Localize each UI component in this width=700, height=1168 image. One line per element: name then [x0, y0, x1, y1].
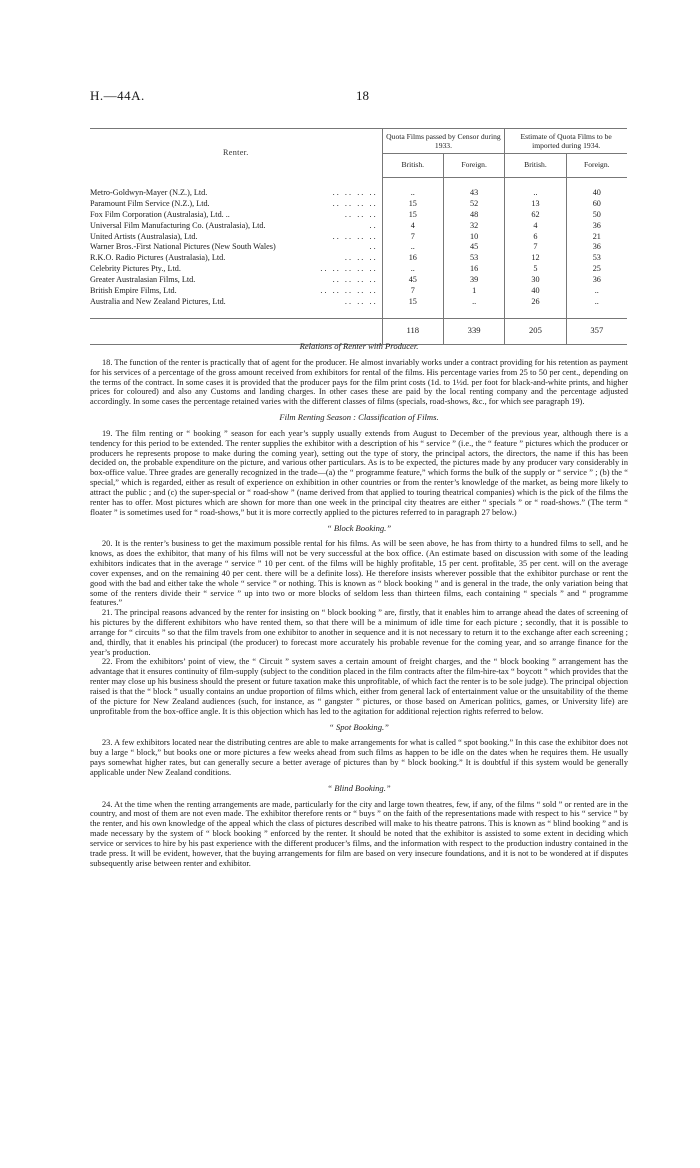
leader-dots: . . . . . . — [344, 209, 376, 219]
paragraph-20: 20. It is the renter’s business to get the maximum possible rental for his films. As will be seen above, he has from thirty to a hundred films to sell, and he knows, as does the exhibitor, that many of his films will not be very successful at the box office. (An estimate based on discussion with some of the leading exhibitors indicates that in the average “ service ” 10 per cent. of the films will be highly profitable, 15 per cent. profitable, 35 per cent. will on the average cover expenses, and on the remaining 40 per cent. there will be a definite loss). He therefore insists wherever possible that the exhibitor purchase or rent the good with the bad and either take the whole “ service ” or nothing. This is known as “ block booking ” and is general in the trade, the only variation being that some of the renters divide their “ service ” up into two or more blocks of seldom less than thirteen films, each containing “ specials ” and “ programme features.” — [90, 539, 628, 608]
renter-name: R.K.O. Radio Pictures (Australasia), Ltd. — [90, 253, 226, 263]
cell-f34: 36 — [566, 242, 627, 253]
censor-1933-header: Quota Films passed by Censor during 1933. — [382, 129, 505, 154]
table-row — [90, 297, 627, 308]
cell-f33: 53 — [443, 253, 504, 264]
quota-films-table — [90, 128, 627, 345]
cell-f34: 25 — [566, 264, 627, 275]
table-row — [90, 199, 627, 210]
cell-b34: 6 — [505, 232, 566, 243]
section-heading-season: Film Renting Season : Classification of Films. — [279, 412, 439, 423]
renter-name: British Empire Films, Ltd. — [90, 286, 177, 296]
cell-f33: 48 — [443, 210, 504, 221]
cell-f34: 36 — [566, 221, 627, 232]
renter-column-header: Renter. — [90, 129, 382, 178]
cell-b33: 15 — [382, 210, 443, 221]
page-header-reference: H.—44A. — [90, 88, 145, 103]
paragraph-19: 19. The film renting or “ booking ” season for each year’s supply usually extends from August to December of the previous year, although there is a tendency for this period to be extended. The renter supplies the exhibitor with a description of his “ service ” (i.e., the “ feature ” pictures which the producer or producers he represents propose to make during the coming year), setting out the type of story, the principal actors, the directors, the name if this has been decided on, the probable expenditure on the picture, and various other particulars. As is to be expected, the pictures made by any producer vary considerably in box-office value. Three grades are generally recognized in the trade—(a) the “ programme feature,” which forms the bulk of the supply or “ service ” ; (b) the “ special,” which is regarded, either as result of experience on exhibition in other countries or from the renter’s knowledge of the market, as being more likely to attract the public ; and (c) the super-special or “ road-show ” (name derived from that applied to touring theatrical companies) which is the pick of the films the renter has to offer. Most pictures which are shown for more than one week in the principal city theatres are either “ specials ” or “ road-shows.” (The term “ floater ” is sometimes used for “ road-shows,” but it is more correctly applied to the pictures referred to in paragraph 27 below.) — [90, 428, 628, 517]
cell-f34: 60 — [566, 199, 627, 210]
cell-b33: 7 — [382, 232, 443, 243]
cell-b33: 16 — [382, 253, 443, 264]
renter-name: Celebrity Pictures Pty., Ltd. — [90, 264, 181, 274]
renter-name: Greater Australasian Films, Ltd. — [90, 275, 196, 285]
cell-f34: .. — [566, 286, 627, 297]
cell-f33: 16 — [443, 264, 504, 275]
paragraph-23: 23. A few exhibitors located near the distributing centres are able to make arrangements for what is called “ spot booking.” In this case the exhibitor does not buy a large “ block,” but books one or more pictures a few weeks ahead from such films as happen to be idle on the dates when he requires them. He usually pays somewhat higher rates, but can generally secure a better average of pictures than by “ block booking.” It is doubtful if this system would be generally applicable under New Zealand conditions. — [90, 738, 628, 777]
table-row — [90, 210, 627, 221]
section-heading-relations: Relations of Renter with Producer. — [299, 341, 419, 351]
section-heading-spot-booking: “ Spot Booking.” — [329, 721, 389, 732]
leader-dots: . . . . . . . . — [332, 231, 376, 241]
leader-dots: . . . . . . . . — [332, 275, 376, 285]
cell-b33: .. — [382, 188, 443, 199]
renter-name: Warner Bros.-First National Pictures (New South Wales) — [90, 242, 276, 252]
cell-b33: 4 — [382, 221, 443, 232]
table-row — [90, 242, 627, 253]
leader-dots: . . . . . . . . . . — [320, 264, 376, 274]
cell-b34: 30 — [505, 275, 566, 286]
cell-b34: .. — [505, 188, 566, 199]
renter-name: Fox Film Corporation (Australasia), Ltd. .. — [90, 209, 230, 219]
total-foreign-1933: 339 — [443, 318, 504, 344]
cell-b33: .. — [382, 264, 443, 275]
cell-b33: .. — [382, 242, 443, 253]
cell-f34: 53 — [566, 253, 627, 264]
leader-dots: . . . . . . . . . . — [320, 286, 376, 296]
cell-b33: 15 — [382, 297, 443, 308]
paragraph-22: 22. From the exhibitors’ point of view, the “ Circuit ” system saves a certain amount of freight charges, and the “ block booking ” arrangement has the advantage that it ensures continuity of film-supply (subject to the condition placed in the film contracts after the film-hire-tax “ boycott ” which provides that the renter may close up his business should the present or future taxation make this unprofitable, of which fact the renter is to be sole judge). The principal objection raised is that the “ block ” usually contains an undue proportion of films which, either from general lack of entertainment value or the unsuitability of the theme of the picture for New Zealand audiences (such, for instance, as “ gangster ” pictures, or those based on American politics, games, or University life) are unprofitable from the box-office angle. It is this objection which has led to the agitation for additional rejection rights referred to below. — [90, 657, 628, 716]
cell-b34: 4 — [505, 221, 566, 232]
cell-f34: 21 — [566, 232, 627, 243]
table-row — [90, 232, 627, 243]
cell-b33: 15 — [382, 199, 443, 210]
section-heading-blind-booking: “ Blind Booking.” — [327, 782, 391, 793]
cell-f33: .. — [443, 297, 504, 308]
leader-dots: . . . . . . — [344, 253, 376, 263]
total-foreign-1934: 357 — [566, 318, 627, 344]
table-row — [90, 275, 627, 286]
renter-name: United Artists (Australasia), Ltd. — [90, 231, 198, 241]
table-row — [90, 253, 627, 264]
table-row — [90, 188, 627, 199]
total-british-1933: 118 — [382, 318, 443, 344]
cell-b34: 26 — [505, 297, 566, 308]
cell-b33: 7 — [382, 286, 443, 297]
table-row — [90, 221, 627, 232]
cell-b34: 62 — [505, 210, 566, 221]
foreign-1933-header: Foreign. — [443, 154, 504, 178]
cell-f34: 36 — [566, 275, 627, 286]
renter-name: Universal Film Manufacturing Co. (Australasia), Ltd. — [90, 220, 266, 230]
document-body — [90, 336, 628, 869]
leader-dots: . . — [369, 220, 376, 230]
cell-f34: 50 — [566, 210, 627, 221]
foreign-1934-header: Foreign. — [566, 154, 627, 178]
cell-f34: .. — [566, 297, 627, 308]
paragraph-24: 24. At the time when the renting arrangements are made, particularly for the city and large town theatres, few, if any, of the films “ sold ” or rented are in the country, and most of them are not even made. The exhibitor therefore rents or “ buys ” on the faith of the representations made with respect to his “ service ” by the renter, and his own knowledge of the appeal which the class of pictures described will make to his theatre patrons. This is known as “ blind booking ” and is made necessary by the system of “ block booking ” enforced by the renter. It should be noted that the exhibitor is assisted to some extent in deciding which service or services to hire by his past experience with the different producer’s films, and the information with respect to the production industry contained in the trade press. It will be evident, however, that the buying arrangements for film are based on very insecure foundations, and it is not to be wondered at if disputes subsequently arise between renter and exhibitor. — [90, 799, 628, 868]
cell-f33: 32 — [443, 221, 504, 232]
table-row — [90, 286, 627, 297]
cell-f34: 40 — [566, 188, 627, 199]
cell-f33: 52 — [443, 199, 504, 210]
table-row — [90, 264, 627, 275]
leader-dots: . . . . . . . . — [332, 198, 376, 208]
renter-name: Paramount Film Service (N.Z.), Ltd. — [90, 198, 210, 208]
leader-dots: . . — [369, 242, 376, 252]
estimate-1934-header: Estimate of Quota Films to be imported during 1934. — [505, 129, 627, 154]
cell-b33: 45 — [382, 275, 443, 286]
renter-name: Australia and New Zealand Pictures, Ltd. — [90, 296, 226, 306]
section-heading-block-booking: “ Block Booking.” — [326, 522, 392, 533]
cell-b34: 12 — [505, 253, 566, 264]
british-1933-header: British. — [382, 154, 443, 178]
cell-b34: 40 — [505, 286, 566, 297]
cell-b34: 5 — [505, 264, 566, 275]
cell-f33: 10 — [443, 232, 504, 243]
paragraph-21: 21. The principal reasons advanced by the renter for insisting on “ block booking ” are, firstly, that it enables him to arrange ahead the dates of screening of his pictures by the different exhibitors who have rented them, so that there will be a minimum of idle time for each picture ; secondly, that it is possible to arrange for “ circuits ” so that the film travels from one exhibitor to another in sequence and it is not necessary to return it to the exchange after each screening ; and, thirdly, that it enables his principal (the producer) to forecast more accurately his probable revenue for the coming year, and so arrange finance for the year’s production. — [90, 608, 628, 657]
cell-f33: 43 — [443, 188, 504, 199]
cell-f33: 1 — [443, 286, 504, 297]
leader-dots: . . . . . . . . — [332, 187, 376, 197]
cell-b34: 13 — [505, 199, 566, 210]
total-british-1934: 205 — [505, 318, 566, 344]
cell-f33: 45 — [443, 242, 504, 253]
leader-dots: . . . . . . — [344, 296, 376, 306]
cell-b34: 7 — [505, 242, 566, 253]
cell-f33: 39 — [443, 275, 504, 286]
british-1934-header: British. — [505, 154, 566, 178]
page-number: 18 — [356, 88, 369, 103]
renter-name: Metro-Goldwyn-Mayer (N.Z.), Ltd. — [90, 187, 208, 197]
paragraph-18: 18. The function of the renter is practically that of agent for the producer. He almost invariably works under a contract providing for his retention as payment for his services of a percentage of the gross amount received from exhibitors for rental of the films. His percentage varies from 25 to 50 per cent., depending on the terms of the contract. In some cases it is provided that the producer pays for the film print costs (1d. to 1½d. per foot for black-and-white prints, and higher prices for coloured) and also any Customs and landing charges. In other cases these are paid by the local renting company and the percentage adjusted accordingly. In some cases the percentage retained varies with the different classes of films (specials, road-shows, &c., for which see paragraph 19). — [90, 357, 628, 407]
